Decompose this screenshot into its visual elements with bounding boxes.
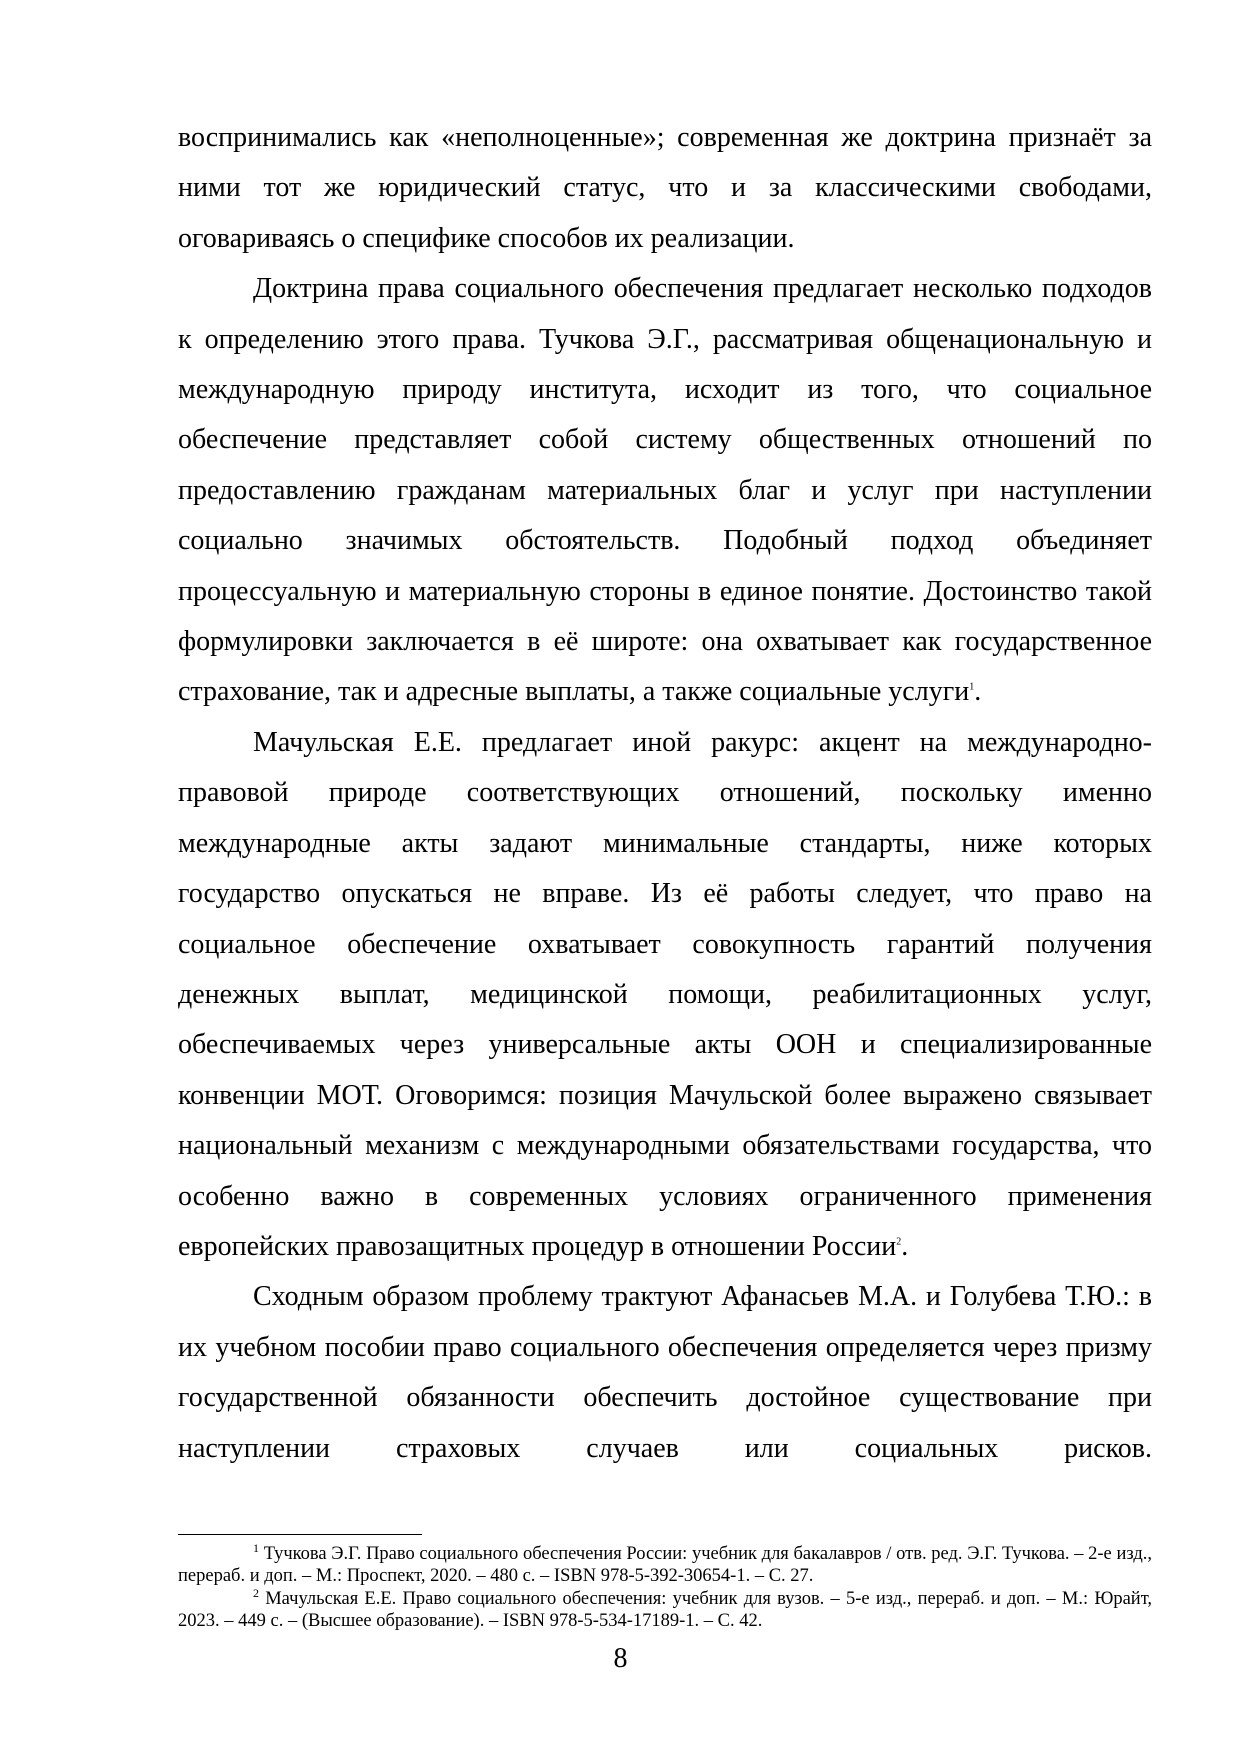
footnote-marker: 1 bbox=[253, 1540, 259, 1555]
paragraph-text: Мачульская Е.Е. предлагает иной ракурс: акцент на международно-правовой природе соответствующих отношений, поскольку именно международные акты задают минимальные стандарты, ниже которых государство опускаться не вправе. Из её работы следует, что право на социальное обеспечение охватывает совокупность гарантий получения денежных выплат, медицинской помощи, реабилитационных услуг, обеспечиваемых через универсальные акты ООН и специализированные конвенции МОТ. Оговоримся: позиция Мачульской более выражено связывает национальный механизм с международными обязательствами государства, что особенно важно в современных условиях ограниченного применения европейских правозащитных процедур в отношении России bbox=[178, 726, 1152, 1262]
footnotes bbox=[178, 1540, 1153, 1633]
footnote-marker: 2 bbox=[253, 1585, 259, 1600]
paragraph-machulskaya bbox=[178, 718, 1152, 1272]
footnote-separator bbox=[178, 1534, 422, 1535]
footnote-reference[interactable]: 2 bbox=[896, 1236, 902, 1248]
body-text bbox=[178, 113, 1152, 1474]
footnote-1 bbox=[178, 1540, 1152, 1588]
footnote-text: Тучкова Э.Г. Право социального обеспечения России: учебник для бакалавров / отв. ред. Э.Г. Тучкова. – 2-е изд., перераб. и доп. – М.: Проспект, 2020. – 480 с. – ISBN 978-5-392-30654-1. – С. 27. bbox=[178, 1544, 1152, 1587]
paragraph-afanasyev bbox=[178, 1272, 1152, 1474]
paragraph-tuchkova bbox=[178, 264, 1152, 718]
footnote-reference[interactable]: 1 bbox=[969, 682, 975, 694]
paragraph-tail: . bbox=[974, 676, 982, 708]
paragraph-text: воспринимались как «неполноценные»; современная же доктрина признаёт за ними тот же юридический статус, что и за классическими свободами, оговариваясь о специфике способов их реализации. bbox=[178, 122, 1152, 254]
footnote-2 bbox=[178, 1585, 1153, 1633]
paragraph-continuation bbox=[178, 113, 1152, 264]
paragraph-tail: . bbox=[901, 1230, 909, 1262]
footnote-text: Мачульская Е.Е. Право социального обеспечения: учебник для вузов. – 5-е изд., перераб. и доп. – М.: Юрайт, 2023. – 449 с. – (Высшее образование). – ISBN 978-5-534-17189-1. – С. 42. bbox=[178, 1588, 1153, 1632]
paragraph-text: Доктрина права социального обеспечения предлагает несколько подходов к определению этого права. Тучкова Э.Г., рассматривая общенациональную и международную природу института, исходит из того, что социальное обеспечение представляет собой систему общественных отношений по предоставлению гражданам материальных благ и услуг при наступлении социально значимых обстоятельств. Подобный подход объединяет процессуальную и материальную стороны в единое понятие. Достоинство такой формулировки заключается в её широте: она охватывает как государственное страхование, так и адресные выплаты, а также социальные услуги bbox=[178, 273, 1152, 708]
page-number: 8 bbox=[613, 1643, 628, 1674]
paragraph-text: Сходным образом проблему трактуют Афанасьев М.А. и Голубева Т.Ю.: в их учебном пособии право социального обеспечения определяется через призму государственной обязанности обеспечить достойное существование при наступлении страховых случаев или социальных рисков. bbox=[178, 1281, 1152, 1464]
